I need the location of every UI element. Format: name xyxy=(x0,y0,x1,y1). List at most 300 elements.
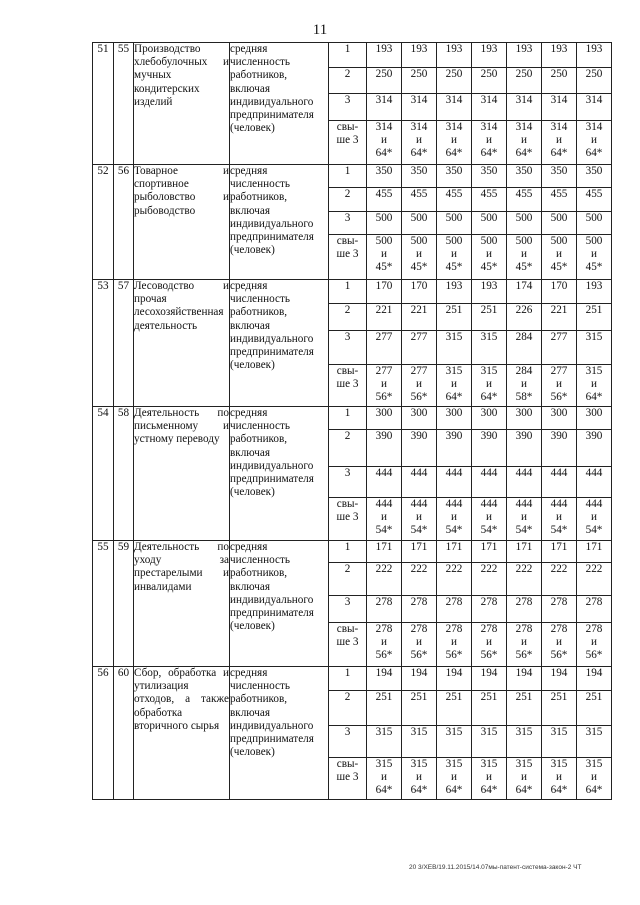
value-cell: 350 xyxy=(367,165,402,188)
value-cell: 278 xyxy=(507,596,542,623)
value-cell xyxy=(367,121,402,165)
value-cell: 250 xyxy=(402,68,437,94)
value-cell: 390 xyxy=(437,430,472,467)
value-cell xyxy=(437,365,472,407)
value-line: и xyxy=(591,378,597,391)
value-line: и xyxy=(381,771,387,784)
value-cell: 171 xyxy=(507,541,542,563)
employee-count-line: 1 xyxy=(344,43,351,55)
value-cell: 500 xyxy=(472,212,507,235)
value-cell: 193 xyxy=(577,43,612,68)
value-line: 56* xyxy=(550,649,568,662)
employee-count-cell xyxy=(329,68,367,94)
value-cell: 390 xyxy=(402,430,437,467)
value-line: 314 xyxy=(550,121,568,133)
value-line: 314 xyxy=(585,121,603,133)
value-line: 64* xyxy=(515,784,533,797)
value-cell: 171 xyxy=(542,541,577,563)
value-line: 315 xyxy=(410,758,428,770)
table-row xyxy=(93,280,612,304)
value-cell: 222 xyxy=(437,563,472,596)
value-cell: 222 xyxy=(402,563,437,596)
value-line: и xyxy=(381,636,387,649)
value-cell: 315 xyxy=(507,726,542,758)
value-cell: 193 xyxy=(437,280,472,304)
value-line: 444 xyxy=(515,498,533,510)
value-cell: 350 xyxy=(472,165,507,188)
value-cell xyxy=(437,498,472,541)
value-line: 64* xyxy=(550,147,568,160)
value-cell: 251 xyxy=(402,691,437,726)
employee-count-line: 3 xyxy=(344,94,351,106)
value-line: 64* xyxy=(585,784,603,797)
value-cell: 193 xyxy=(472,43,507,68)
document-footer: 20 3/ХЕВ/19.11.2015/14.07мы-патент-система-закон-2 ЧТ xyxy=(409,864,582,871)
employee-count-cell xyxy=(329,726,367,758)
value-cell: 251 xyxy=(437,304,472,331)
value-cell: 444 xyxy=(472,467,507,498)
value-cell: 500 xyxy=(367,212,402,235)
employee-count-line: свы- xyxy=(336,235,359,247)
value-cell: 314 xyxy=(367,94,402,121)
value-cell: 222 xyxy=(507,563,542,596)
value-line: 278 xyxy=(410,623,428,635)
value-cell xyxy=(577,235,612,280)
value-line: 500 xyxy=(550,235,568,247)
employee-count-cell xyxy=(329,541,367,563)
value-cell xyxy=(542,498,577,541)
employee-count-cell xyxy=(329,331,367,365)
employee-count-line: ше 3 xyxy=(336,636,359,649)
value-line: 56* xyxy=(480,649,498,662)
value-cell: 251 xyxy=(577,304,612,331)
employee-count-cell xyxy=(329,235,367,280)
indicator-cell xyxy=(230,667,329,800)
value-line: и xyxy=(591,636,597,649)
value-cell: 390 xyxy=(542,430,577,467)
activity-code-cell: 56 xyxy=(114,165,134,280)
row-number-cell: 51 xyxy=(93,43,114,165)
value-cell: 221 xyxy=(367,304,402,331)
value-cell: 390 xyxy=(472,430,507,467)
value-line: 444 xyxy=(445,498,463,510)
value-cell: 500 xyxy=(577,212,612,235)
indicator-cell xyxy=(230,165,329,280)
value-cell: 193 xyxy=(542,43,577,68)
value-line: 277 xyxy=(410,365,428,377)
activity-code-cell: 57 xyxy=(114,280,134,407)
value-cell: 315 xyxy=(577,331,612,365)
employee-count-cell xyxy=(329,43,367,68)
value-line: и xyxy=(416,378,422,391)
activity-name-cell: Товарное и спортивное рыболовство и рыбоводство xyxy=(134,165,230,280)
employee-count-line: 2 xyxy=(344,304,351,316)
value-line: 278 xyxy=(445,623,463,635)
value-cell: 170 xyxy=(402,280,437,304)
value-cell: 222 xyxy=(542,563,577,596)
value-cell: 194 xyxy=(437,667,472,691)
value-line: 315 xyxy=(585,758,603,770)
value-line: 500 xyxy=(515,235,533,247)
value-cell: 315 xyxy=(577,726,612,758)
value-cell: 500 xyxy=(402,212,437,235)
value-line: 54* xyxy=(550,524,568,537)
value-line: 64* xyxy=(480,784,498,797)
value-line: и xyxy=(591,511,597,524)
indicator-text: средняя численность работников, включая индивидуального предпринимателя (человек) xyxy=(230,280,314,372)
value-cell xyxy=(577,365,612,407)
employee-count-line: 3 xyxy=(344,331,351,343)
value-line: 314 xyxy=(375,121,393,133)
value-cell: 390 xyxy=(507,430,542,467)
activity-code-cell: 60 xyxy=(114,667,134,800)
value-cell xyxy=(577,758,612,800)
value-line: 64* xyxy=(375,784,393,797)
value-line: и xyxy=(416,771,422,784)
value-cell: 455 xyxy=(507,188,542,212)
value-line: и xyxy=(381,248,387,261)
value-cell xyxy=(577,498,612,541)
value-cell: 278 xyxy=(437,596,472,623)
value-cell xyxy=(542,121,577,165)
value-line: и xyxy=(416,134,422,147)
employee-count-line: 3 xyxy=(344,726,351,738)
value-line: 444 xyxy=(375,498,393,510)
employee-count-cell xyxy=(329,121,367,165)
indicator-text: средняя численность работников, включая индивидуального предпринимателя (человек) xyxy=(230,165,314,257)
value-line: 277 xyxy=(375,365,393,377)
employee-count-line: ше 3 xyxy=(336,511,359,524)
employee-count-cell xyxy=(329,365,367,407)
value-cell: 250 xyxy=(472,68,507,94)
value-cell xyxy=(402,623,437,667)
employee-count-line: ше 3 xyxy=(336,378,359,391)
value-line: 64* xyxy=(585,391,603,404)
value-cell xyxy=(507,121,542,165)
employee-count-cell xyxy=(329,430,367,467)
value-cell: 455 xyxy=(367,188,402,212)
value-cell xyxy=(367,758,402,800)
value-cell: 193 xyxy=(472,280,507,304)
value-line: 284 xyxy=(515,365,533,377)
value-cell: 251 xyxy=(507,691,542,726)
value-cell: 194 xyxy=(367,667,402,691)
row-number-cell: 56 xyxy=(93,667,114,800)
value-cell xyxy=(472,623,507,667)
employee-count-line: 2 xyxy=(344,430,351,442)
value-line: 315 xyxy=(480,365,498,377)
employee-count-line: 1 xyxy=(344,407,351,419)
value-line: 315 xyxy=(585,365,603,377)
value-line: и xyxy=(486,636,492,649)
value-cell: 350 xyxy=(542,165,577,188)
tax-rates-table xyxy=(92,42,612,800)
value-cell: 251 xyxy=(437,691,472,726)
value-cell: 174 xyxy=(507,280,542,304)
value-line: 444 xyxy=(550,498,568,510)
value-line: 45* xyxy=(480,261,498,274)
value-line: 500 xyxy=(480,235,498,247)
value-line: 54* xyxy=(445,524,463,537)
value-line: 444 xyxy=(585,498,603,510)
value-line: и xyxy=(521,248,527,261)
value-cell: 193 xyxy=(437,43,472,68)
indicator-cell xyxy=(230,407,329,541)
employee-count-line: 3 xyxy=(344,467,351,479)
employee-count-line: 2 xyxy=(344,563,351,575)
employee-count-cell xyxy=(329,212,367,235)
value-line: 315 xyxy=(445,365,463,377)
value-line: 444 xyxy=(410,498,428,510)
value-cell xyxy=(437,121,472,165)
value-cell: 278 xyxy=(542,596,577,623)
value-cell xyxy=(507,365,542,407)
activity-code-cell: 59 xyxy=(114,541,134,667)
table-row xyxy=(93,407,612,430)
indicator-text: средняя численность работников, включая индивидуального предпринимателя (человек) xyxy=(230,541,314,633)
value-cell: 171 xyxy=(577,541,612,563)
value-line: и xyxy=(591,134,597,147)
value-cell: 455 xyxy=(542,188,577,212)
value-line: 315 xyxy=(375,758,393,770)
value-line: и xyxy=(451,378,457,391)
value-line: и xyxy=(451,511,457,524)
value-cell: 171 xyxy=(437,541,472,563)
value-line: 64* xyxy=(480,391,498,404)
value-line: и xyxy=(556,511,562,524)
value-line: 314 xyxy=(410,121,428,133)
value-cell xyxy=(472,121,507,165)
employee-count-cell xyxy=(329,758,367,800)
value-cell xyxy=(367,498,402,541)
value-cell: 221 xyxy=(542,304,577,331)
value-cell xyxy=(402,121,437,165)
value-line: и xyxy=(556,771,562,784)
value-line: и xyxy=(486,248,492,261)
value-cell: 222 xyxy=(367,563,402,596)
employee-count-cell xyxy=(329,498,367,541)
employee-count-line: свы- xyxy=(336,498,359,510)
value-cell: 455 xyxy=(402,188,437,212)
value-line: 58* xyxy=(515,391,533,404)
value-cell: 277 xyxy=(367,331,402,365)
value-cell: 500 xyxy=(507,212,542,235)
employee-count-line: свы- xyxy=(336,121,359,133)
value-line: и xyxy=(486,134,492,147)
value-line: 64* xyxy=(445,784,463,797)
indicator-text: средняя численность работников, включая индивидуального предпринимателя (человек) xyxy=(230,667,314,759)
value-cell: 222 xyxy=(472,563,507,596)
value-cell: 390 xyxy=(367,430,402,467)
value-cell: 222 xyxy=(577,563,612,596)
value-cell: 250 xyxy=(577,68,612,94)
employee-count-cell xyxy=(329,280,367,304)
value-cell: 277 xyxy=(402,331,437,365)
value-cell: 251 xyxy=(367,691,402,726)
activity-name-cell: Производство хлебобулочных и мучных кондитерских изделий xyxy=(134,43,230,165)
table-row xyxy=(93,165,612,188)
value-line: 64* xyxy=(410,147,428,160)
value-cell: 314 xyxy=(437,94,472,121)
value-line: 500 xyxy=(445,235,463,247)
value-cell: 300 xyxy=(367,407,402,430)
value-cell: 250 xyxy=(437,68,472,94)
employee-count-line: 1 xyxy=(344,280,351,292)
page-number: 11 xyxy=(312,22,328,38)
value-cell: 444 xyxy=(367,467,402,498)
value-cell: 444 xyxy=(507,467,542,498)
value-line: 500 xyxy=(585,235,603,247)
value-line: 64* xyxy=(480,147,498,160)
value-cell: 250 xyxy=(367,68,402,94)
value-line: 56* xyxy=(515,649,533,662)
employee-count-cell xyxy=(329,304,367,331)
value-cell: 390 xyxy=(577,430,612,467)
value-cell: 278 xyxy=(577,596,612,623)
employee-count-line: 2 xyxy=(344,188,351,200)
value-cell: 193 xyxy=(367,43,402,68)
activity-name-cell: Деятельность по уходу за престарелыми и инвалидами xyxy=(134,541,230,667)
value-cell: 171 xyxy=(367,541,402,563)
employee-count-cell xyxy=(329,563,367,596)
value-line: 54* xyxy=(585,524,603,537)
value-cell xyxy=(472,235,507,280)
value-line: 314 xyxy=(515,121,533,133)
value-line: 56* xyxy=(410,391,428,404)
value-cell: 193 xyxy=(577,280,612,304)
value-cell: 314 xyxy=(542,94,577,121)
value-line: и xyxy=(486,378,492,391)
value-line: 54* xyxy=(480,524,498,537)
value-cell: 350 xyxy=(577,165,612,188)
employee-count-cell xyxy=(329,165,367,188)
value-cell: 315 xyxy=(367,726,402,758)
value-line: 64* xyxy=(445,147,463,160)
employee-count-line: свы- xyxy=(336,365,359,377)
value-cell xyxy=(472,498,507,541)
row-number-cell: 53 xyxy=(93,280,114,407)
value-cell xyxy=(402,498,437,541)
table-row xyxy=(93,667,612,691)
value-line: 315 xyxy=(480,758,498,770)
indicator-cell xyxy=(230,43,329,165)
employee-count-cell xyxy=(329,596,367,623)
value-line: 45* xyxy=(410,261,428,274)
table-row xyxy=(93,541,612,563)
value-line: 278 xyxy=(585,623,603,635)
value-cell: 250 xyxy=(542,68,577,94)
value-line: 45* xyxy=(445,261,463,274)
row-number-cell: 52 xyxy=(93,165,114,280)
value-line: и xyxy=(591,771,597,784)
value-cell xyxy=(577,623,612,667)
value-cell: 455 xyxy=(472,188,507,212)
value-cell: 170 xyxy=(367,280,402,304)
value-line: и xyxy=(556,378,562,391)
employee-count-line: 2 xyxy=(344,691,351,703)
value-cell xyxy=(542,758,577,800)
value-line: 45* xyxy=(585,261,603,274)
employee-count-cell xyxy=(329,623,367,667)
value-line: 64* xyxy=(445,391,463,404)
value-cell: 278 xyxy=(402,596,437,623)
activity-name-cell: Лесоводство и прочая лесохозяйственная деятельность xyxy=(134,280,230,407)
value-line: 56* xyxy=(585,649,603,662)
value-line: и xyxy=(416,248,422,261)
value-cell: 300 xyxy=(507,407,542,430)
value-cell: 193 xyxy=(402,43,437,68)
value-line: и xyxy=(556,636,562,649)
indicator-cell xyxy=(230,280,329,407)
value-line: и xyxy=(486,511,492,524)
value-cell xyxy=(367,365,402,407)
value-line: и xyxy=(451,134,457,147)
employee-count-line: 1 xyxy=(344,165,351,177)
value-line: 500 xyxy=(410,235,428,247)
indicator-text: средняя численность работников, включая индивидуального предпринимателя (человек) xyxy=(230,43,314,135)
value-cell xyxy=(507,235,542,280)
employee-count-cell xyxy=(329,667,367,691)
value-cell: 171 xyxy=(402,541,437,563)
value-cell xyxy=(402,235,437,280)
value-cell: 251 xyxy=(472,304,507,331)
value-cell: 500 xyxy=(542,212,577,235)
value-line: 278 xyxy=(480,623,498,635)
employee-count-line: 3 xyxy=(344,596,351,608)
value-line: и xyxy=(521,134,527,147)
value-line: 500 xyxy=(375,235,393,247)
value-cell: 314 xyxy=(402,94,437,121)
value-line: 64* xyxy=(550,784,568,797)
value-line: 278 xyxy=(375,623,393,635)
value-cell: 300 xyxy=(577,407,612,430)
value-cell xyxy=(507,623,542,667)
activity-name-cell: Деятельность по письменному и устному переводу xyxy=(134,407,230,541)
value-cell: 278 xyxy=(367,596,402,623)
activity-name-cell: Сбор, обработка и утилизация отходов, а также обработка вторичного сырья xyxy=(134,667,230,800)
value-cell: 444 xyxy=(542,467,577,498)
value-cell xyxy=(507,758,542,800)
value-cell: 314 xyxy=(577,94,612,121)
value-cell: 315 xyxy=(402,726,437,758)
value-cell: 314 xyxy=(507,94,542,121)
value-line: 314 xyxy=(445,121,463,133)
value-cell: 500 xyxy=(437,212,472,235)
value-cell: 278 xyxy=(472,596,507,623)
value-line: и xyxy=(556,134,562,147)
value-line: 315 xyxy=(515,758,533,770)
value-cell xyxy=(367,235,402,280)
value-line: 56* xyxy=(375,649,393,662)
value-cell: 194 xyxy=(577,667,612,691)
value-line: и xyxy=(381,378,387,391)
row-number-cell: 54 xyxy=(93,407,114,541)
employee-count-line: свы- xyxy=(336,758,359,770)
value-line: и xyxy=(381,134,387,147)
value-line: 64* xyxy=(375,147,393,160)
value-cell: 251 xyxy=(542,691,577,726)
employee-count-line: свы- xyxy=(336,623,359,635)
value-cell xyxy=(437,235,472,280)
value-line: 315 xyxy=(550,758,568,770)
value-cell: 444 xyxy=(402,467,437,498)
value-cell: 300 xyxy=(437,407,472,430)
value-cell: 194 xyxy=(402,667,437,691)
value-line: и xyxy=(521,636,527,649)
value-cell: 444 xyxy=(437,467,472,498)
value-cell xyxy=(542,623,577,667)
value-line: 277 xyxy=(550,365,568,377)
